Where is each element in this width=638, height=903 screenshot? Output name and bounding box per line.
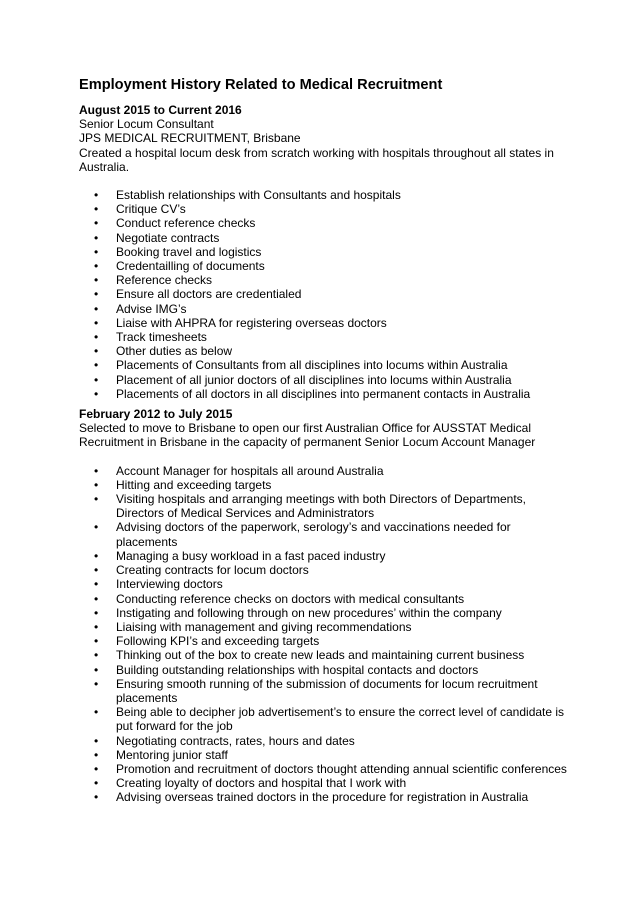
duty-text: Track timesheets bbox=[116, 330, 207, 345]
bullet-icon: • bbox=[94, 634, 99, 649]
job-2-description-line: Recruitment in Brisbane in the capacity of permanent Senior Locum Account Manager bbox=[79, 435, 536, 450]
bullet-icon: • bbox=[94, 705, 99, 720]
duty-text: Placements of Consultants from all disciplines into locums within Australia bbox=[116, 358, 508, 373]
bullet-icon: • bbox=[94, 315, 99, 330]
duty-list-item bbox=[79, 273, 569, 287]
duty-text-line: Directors of Medical Services and Administrators bbox=[116, 506, 375, 521]
bullet-icon: • bbox=[94, 577, 99, 592]
bullet-icon: • bbox=[94, 202, 99, 217]
duty-text-line: Liaising with management and giving recommendations bbox=[116, 619, 412, 634]
duty-list-item bbox=[79, 231, 569, 245]
duty-text-line: Being able to decipher job advertisement’s to ensure the correct level of candidate is bbox=[116, 705, 565, 720]
job-2-duties-list bbox=[79, 464, 569, 805]
bullet-icon: • bbox=[94, 790, 99, 805]
duty-list-item bbox=[79, 188, 569, 202]
duty-list-item bbox=[79, 287, 569, 301]
duty-list-item bbox=[79, 776, 569, 790]
duty-text-line: Creating loyalty of doctors and hospital that I work with bbox=[116, 776, 407, 791]
job-1-dates: August 2015 to Current 2016 bbox=[79, 103, 242, 117]
duty-text-line: Promotion and recruitment of doctors thought attending annual scientific conferences bbox=[116, 761, 567, 776]
duty-text-line: Account Manager for hospitals all around Australia bbox=[116, 463, 384, 478]
duty-list-item bbox=[79, 387, 569, 401]
bullet-icon: • bbox=[94, 619, 99, 634]
document-title: Employment History Related to Medical Recruitment bbox=[79, 77, 443, 93]
duty-list-item bbox=[79, 790, 569, 804]
duty-list-item bbox=[79, 563, 569, 577]
bullet-icon: • bbox=[94, 216, 99, 231]
bullet-icon: • bbox=[94, 776, 99, 791]
job-section-1 bbox=[79, 103, 569, 401]
duty-text-line: Mentoring junior staff bbox=[116, 747, 228, 762]
job-1-description-line: Australia. bbox=[79, 159, 130, 174]
bullet-icon: • bbox=[94, 301, 99, 316]
duty-list-item bbox=[79, 748, 569, 762]
duty-text: Placement of all junior doctors of all disciplines into locums within Australia bbox=[116, 372, 512, 387]
bullet-icon: • bbox=[94, 591, 99, 606]
duty-text: Other duties as below bbox=[116, 344, 233, 359]
bullet-icon: • bbox=[94, 287, 99, 302]
duty-text: Credentailling of documents bbox=[116, 259, 265, 274]
duty-text-line: put forward for the job bbox=[116, 719, 233, 734]
duty-list-item bbox=[79, 373, 569, 387]
job-1-description-line: Created a hospital locum desk from scratch working with hospitals throughout all states in bbox=[79, 145, 554, 160]
bullet-icon: • bbox=[94, 761, 99, 776]
bullet-icon: • bbox=[94, 605, 99, 620]
duty-text-line: Creating contracts for locum doctors bbox=[116, 563, 309, 578]
duty-list-item bbox=[79, 344, 569, 358]
duty-list-item bbox=[79, 634, 569, 648]
duty-text: Establish relationships with Consultants and hospitals bbox=[116, 188, 401, 203]
bullet-icon: • bbox=[94, 386, 99, 401]
duty-list-item bbox=[79, 592, 569, 606]
duty-text-line: Ensuring smooth running of the submission of documents for locum recruitment bbox=[116, 676, 538, 691]
duty-list-item bbox=[79, 202, 569, 216]
duty-list-item bbox=[79, 478, 569, 492]
duty-list-item bbox=[79, 677, 569, 705]
bullet-icon: • bbox=[94, 548, 99, 563]
duty-text: Conduct reference checks bbox=[116, 216, 256, 231]
duty-list-item bbox=[79, 620, 569, 634]
bullet-icon: • bbox=[94, 273, 99, 288]
duty-text: Placements of all doctors in all disciplines into permanent contacts in Australia bbox=[116, 386, 531, 401]
duty-list-item bbox=[79, 549, 569, 563]
duty-text-line: Advising overseas trained doctors in the procedure for registration in Australia bbox=[116, 790, 529, 805]
duty-list-item bbox=[79, 762, 569, 776]
bullet-icon: • bbox=[94, 477, 99, 492]
bullet-icon: • bbox=[94, 563, 99, 578]
bullet-icon: • bbox=[94, 259, 99, 274]
bullet-icon: • bbox=[94, 648, 99, 663]
spacer bbox=[79, 174, 569, 188]
duty-text: Liaise with AHPRA for registering overseas doctors bbox=[116, 315, 387, 330]
bullet-icon: • bbox=[94, 330, 99, 345]
duty-list-item bbox=[79, 358, 569, 372]
duty-list-item bbox=[79, 734, 569, 748]
document-page bbox=[79, 76, 569, 805]
job-2-description-line: Selected to move to Brisbane to open our first Australian Office for AUSSTAT Medical bbox=[79, 421, 531, 436]
duty-list-item bbox=[79, 245, 569, 259]
duty-text: Negotiate contracts bbox=[116, 230, 220, 245]
bullet-icon: • bbox=[94, 747, 99, 762]
duty-list-item bbox=[79, 492, 569, 520]
duty-text-line: Conducting reference checks on doctors with medical consultants bbox=[116, 591, 465, 606]
duty-text-line: placements bbox=[116, 534, 178, 549]
job-1-duties-list bbox=[79, 188, 569, 401]
bullet-icon: • bbox=[94, 344, 99, 359]
bullet-icon: • bbox=[94, 492, 99, 507]
duty-list-item bbox=[79, 464, 569, 478]
job-section-2 bbox=[79, 407, 569, 804]
duty-text: Reference checks bbox=[116, 273, 213, 288]
bullet-icon: • bbox=[94, 358, 99, 373]
bullet-icon: • bbox=[94, 676, 99, 691]
duty-text-line: Following KPI’s and exceeding targets bbox=[116, 634, 320, 649]
duty-list-item bbox=[79, 302, 569, 316]
duty-text: Ensure all doctors are credentialed bbox=[116, 287, 302, 302]
job-1-role: Senior Locum Consultant bbox=[79, 117, 214, 132]
duty-list-item bbox=[79, 316, 569, 330]
duty-list-item bbox=[79, 259, 569, 273]
duty-text-line: Hitting and exceeding targets bbox=[116, 477, 272, 492]
bullet-icon: • bbox=[94, 230, 99, 245]
bullet-icon: • bbox=[94, 244, 99, 259]
bullet-icon: • bbox=[94, 733, 99, 748]
duty-text-line: Interviewing doctors bbox=[116, 577, 223, 592]
duty-list-item bbox=[79, 705, 569, 733]
bullet-icon: • bbox=[94, 372, 99, 387]
duty-list-item bbox=[79, 648, 569, 662]
bullet-icon: • bbox=[94, 662, 99, 677]
duty-list-item bbox=[79, 216, 569, 230]
duty-list-item bbox=[79, 520, 569, 548]
bullet-icon: • bbox=[94, 188, 99, 203]
spacer bbox=[79, 450, 569, 464]
bullet-icon: • bbox=[94, 463, 99, 478]
job-1-company: JPS MEDICAL RECRUITMENT, Brisbane bbox=[79, 131, 301, 146]
duty-text-line: Instigating and following through on new procedures’ within the company bbox=[116, 605, 502, 620]
duty-list-item bbox=[79, 663, 569, 677]
duty-text-line: Thinking out of the box to create new leads and maintaining current business bbox=[116, 648, 525, 663]
duty-text-line: Negotiating contracts, rates, hours and dates bbox=[116, 733, 355, 748]
duty-list-item bbox=[79, 606, 569, 620]
duty-text-line: Managing a busy workload in a fast paced industry bbox=[116, 548, 386, 563]
duty-text: Advise IMG’s bbox=[116, 301, 187, 316]
duty-list-item bbox=[79, 330, 569, 344]
duty-text-line: Advising doctors of the paperwork, serology’s and vaccinations needed for bbox=[116, 520, 511, 535]
duty-text: Critique CV’s bbox=[116, 202, 186, 217]
duty-list-item bbox=[79, 577, 569, 591]
bullet-icon: • bbox=[94, 520, 99, 535]
duty-text-line: Visiting hospitals and arranging meetings with both Directors of Departments, bbox=[116, 492, 526, 507]
job-2-dates: February 2012 to July 2015 bbox=[79, 407, 233, 422]
duty-text-line: Building outstanding relationships with hospital contacts and doctors bbox=[116, 662, 479, 677]
duty-text-line: placements bbox=[116, 690, 178, 705]
duty-text: Booking travel and logistics bbox=[116, 244, 262, 259]
